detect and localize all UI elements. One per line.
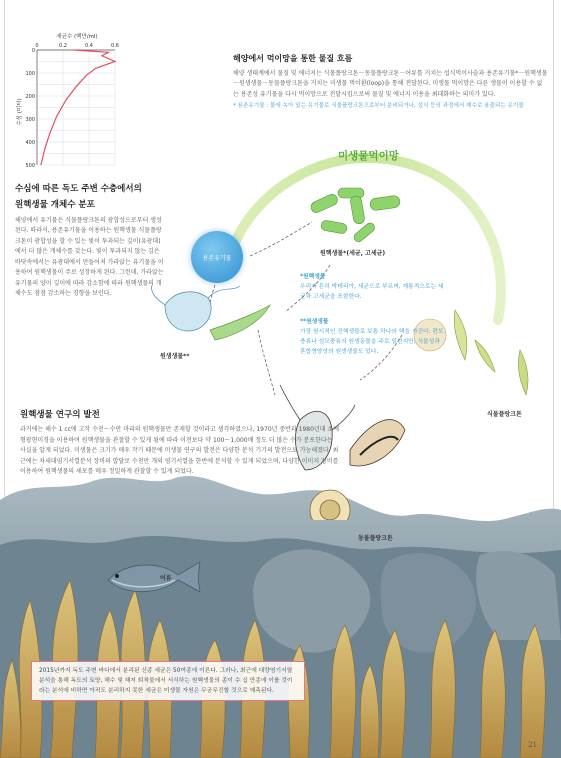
protist-label: 원생생물** [160,353,190,360]
research-progress-title: 원핵생물 연구의 발전 [20,410,100,420]
food-web-flow-title: 해양에서 먹이망을 통한 물질 흐름 [233,54,353,63]
food-web-flow-body: 해양 생태계에서 물질 및 에너지는 식물플랑크톤－동물플랑크톤－어류를 거치는 섭식먹이사슬과 용존유기물*－원핵생물－원생생물－동물플랑크톤을 거치는 미생물 먹이환(loop)을 통해 전달된다. 미생물 먹이망은 다른 생물이 이용할 수 없는 용존성 유기물을 다시 먹이망으로 전달시킴으로써 물질 및 에너지 이용을 최대화하는 의미가 있다. [233,69,548,98]
prokaryote-footnote-body: 우리가 흔히 박테리아, 세균으로 부르며, 계통적으로는 세균과 고세균을 포함한다. [300,283,444,300]
protist-footnote [300,318,445,357]
protist-illustration [152,285,270,340]
x-tick-label: 0 [35,43,39,49]
y-tick-label: 0 [31,48,35,54]
new-species-note: 2015년까지 독도 주변 바다에서 분리된 신종 세균은 50여종에 이른다. 그러나, 최근에 대량염기서열 분석을 통해 독도의 토양, 해수 및 해저 퇴적물에서 서식하는 원핵생물의 종이 수 십 만종에 이를 것이라는 분석에 비하면 아직도 분리하지 못한 세균은 미생물 자원은 무궁무진할 것으로 예측된다. [31,661,305,701]
phytoplankton-label: 식물플랑크톤 [487,411,522,418]
depth-distribution-title-line1: 수심에 따른 독도 주변 수층에서의 [15,184,142,194]
y-tick-label: 400 [25,140,35,146]
y-tick-label: 500 [25,163,35,169]
y-tick-label: 300 [25,117,35,123]
prokaryote-cells [309,188,400,244]
protist-footnote-body: 가장 원시적인 진핵생물로 보통 하나의 핵을 가진다. 편모충류나 섬모충류의 원생동물을 주로 일컫지만, 식물성과 혼합영양성의 원생생물도 있다. [300,328,444,355]
research-progress-body: 과거에는 해수 1 cc에 고작 수천～수만 마리의 원핵생물만 존재할 것이라고 생각하였으나, 1970년 중반과 1980년대 초에 형광현미경을 이용하여 원핵생물을 관찰할 수 있게 됨에 따라 이전보다 약 100～1,000배 정도 더 많은 수가 분포한다는 사실을 알게 되었다. 미생물은 크기가 매우 작기 때문에 미생물 연구의 발전은 다양한 분석 기기의 발전으로 가능해졌다. 최근에는 차세대염기서열분석 장비의 발달로 수천만 개의 염기서열을 한번에 분석할 수 있게 되었으며, 다양한 이미지 장비를 이용하여 원핵생물의 세포를 매우 정밀하게 관찰할 수 있게 되었다. [20,426,339,476]
dom-node-label: 용존유기물 [202,254,232,262]
x-tick-label: 0.6 [111,43,119,49]
x-tick-label: 0.4 [85,43,93,49]
y-tick-label: 200 [25,94,35,100]
page-number: 21 [528,741,537,749]
fish-label: 어류 [160,575,172,582]
prokaryote-footnote [300,273,445,303]
depth-chart-ylabel: 수심 (미터) [17,98,23,126]
x-tick-label: 0.2 [59,43,67,49]
depth-distribution-title-line2: 원핵생물 개체수 분포 [15,200,95,211]
depth-chart-xlabel: 세균수 (백만/ml) [56,34,98,40]
y-tick-label: 100 [25,71,35,77]
protist-footnote-title: **원생생물 [300,319,329,325]
zooplankton-label: 동물플랑크톤 [358,535,393,542]
dom-node [191,231,243,283]
dom-footnote: * 용존유기물 : 물에 녹아 있는 유기물로 식물플랑크톤으로부터 분비되거나, 섭식 등의 과정에서 해수로 용출되는 유기물 [233,103,524,110]
research-progress-section [20,409,340,478]
microbial-loop-title: 미생물먹이망 [338,150,399,162]
prokaryote-label: 원핵생물*(세균, 고세균) [320,250,386,257]
depth-distribution-body: 해양에서 유기물은 식물플랑크톤의 광합성으로부터 생성된다. 따라서, 용존유기물을 이용하는 원핵생물 식물플랑크톤이 광합성을 할 수 있는 빛이 투과되는 깊이(유광대)에서 더 많은 개체수를 갖는다. 빛이 투과되지 않는 깊은 바닷속에서는 유광대에서 만들어져 가라앉는 유기물을 이용하여 원핵생물이 주로 성장하게 된다. 그런데, 가라앉는 유기물의 양이 깊이에 따라 감소함에 따라 원핵생물의 개체수도 점점 감소하는 경향을 보인다. [15,216,164,298]
prokaryote-footnote-title: *원핵생물 [300,274,326,280]
